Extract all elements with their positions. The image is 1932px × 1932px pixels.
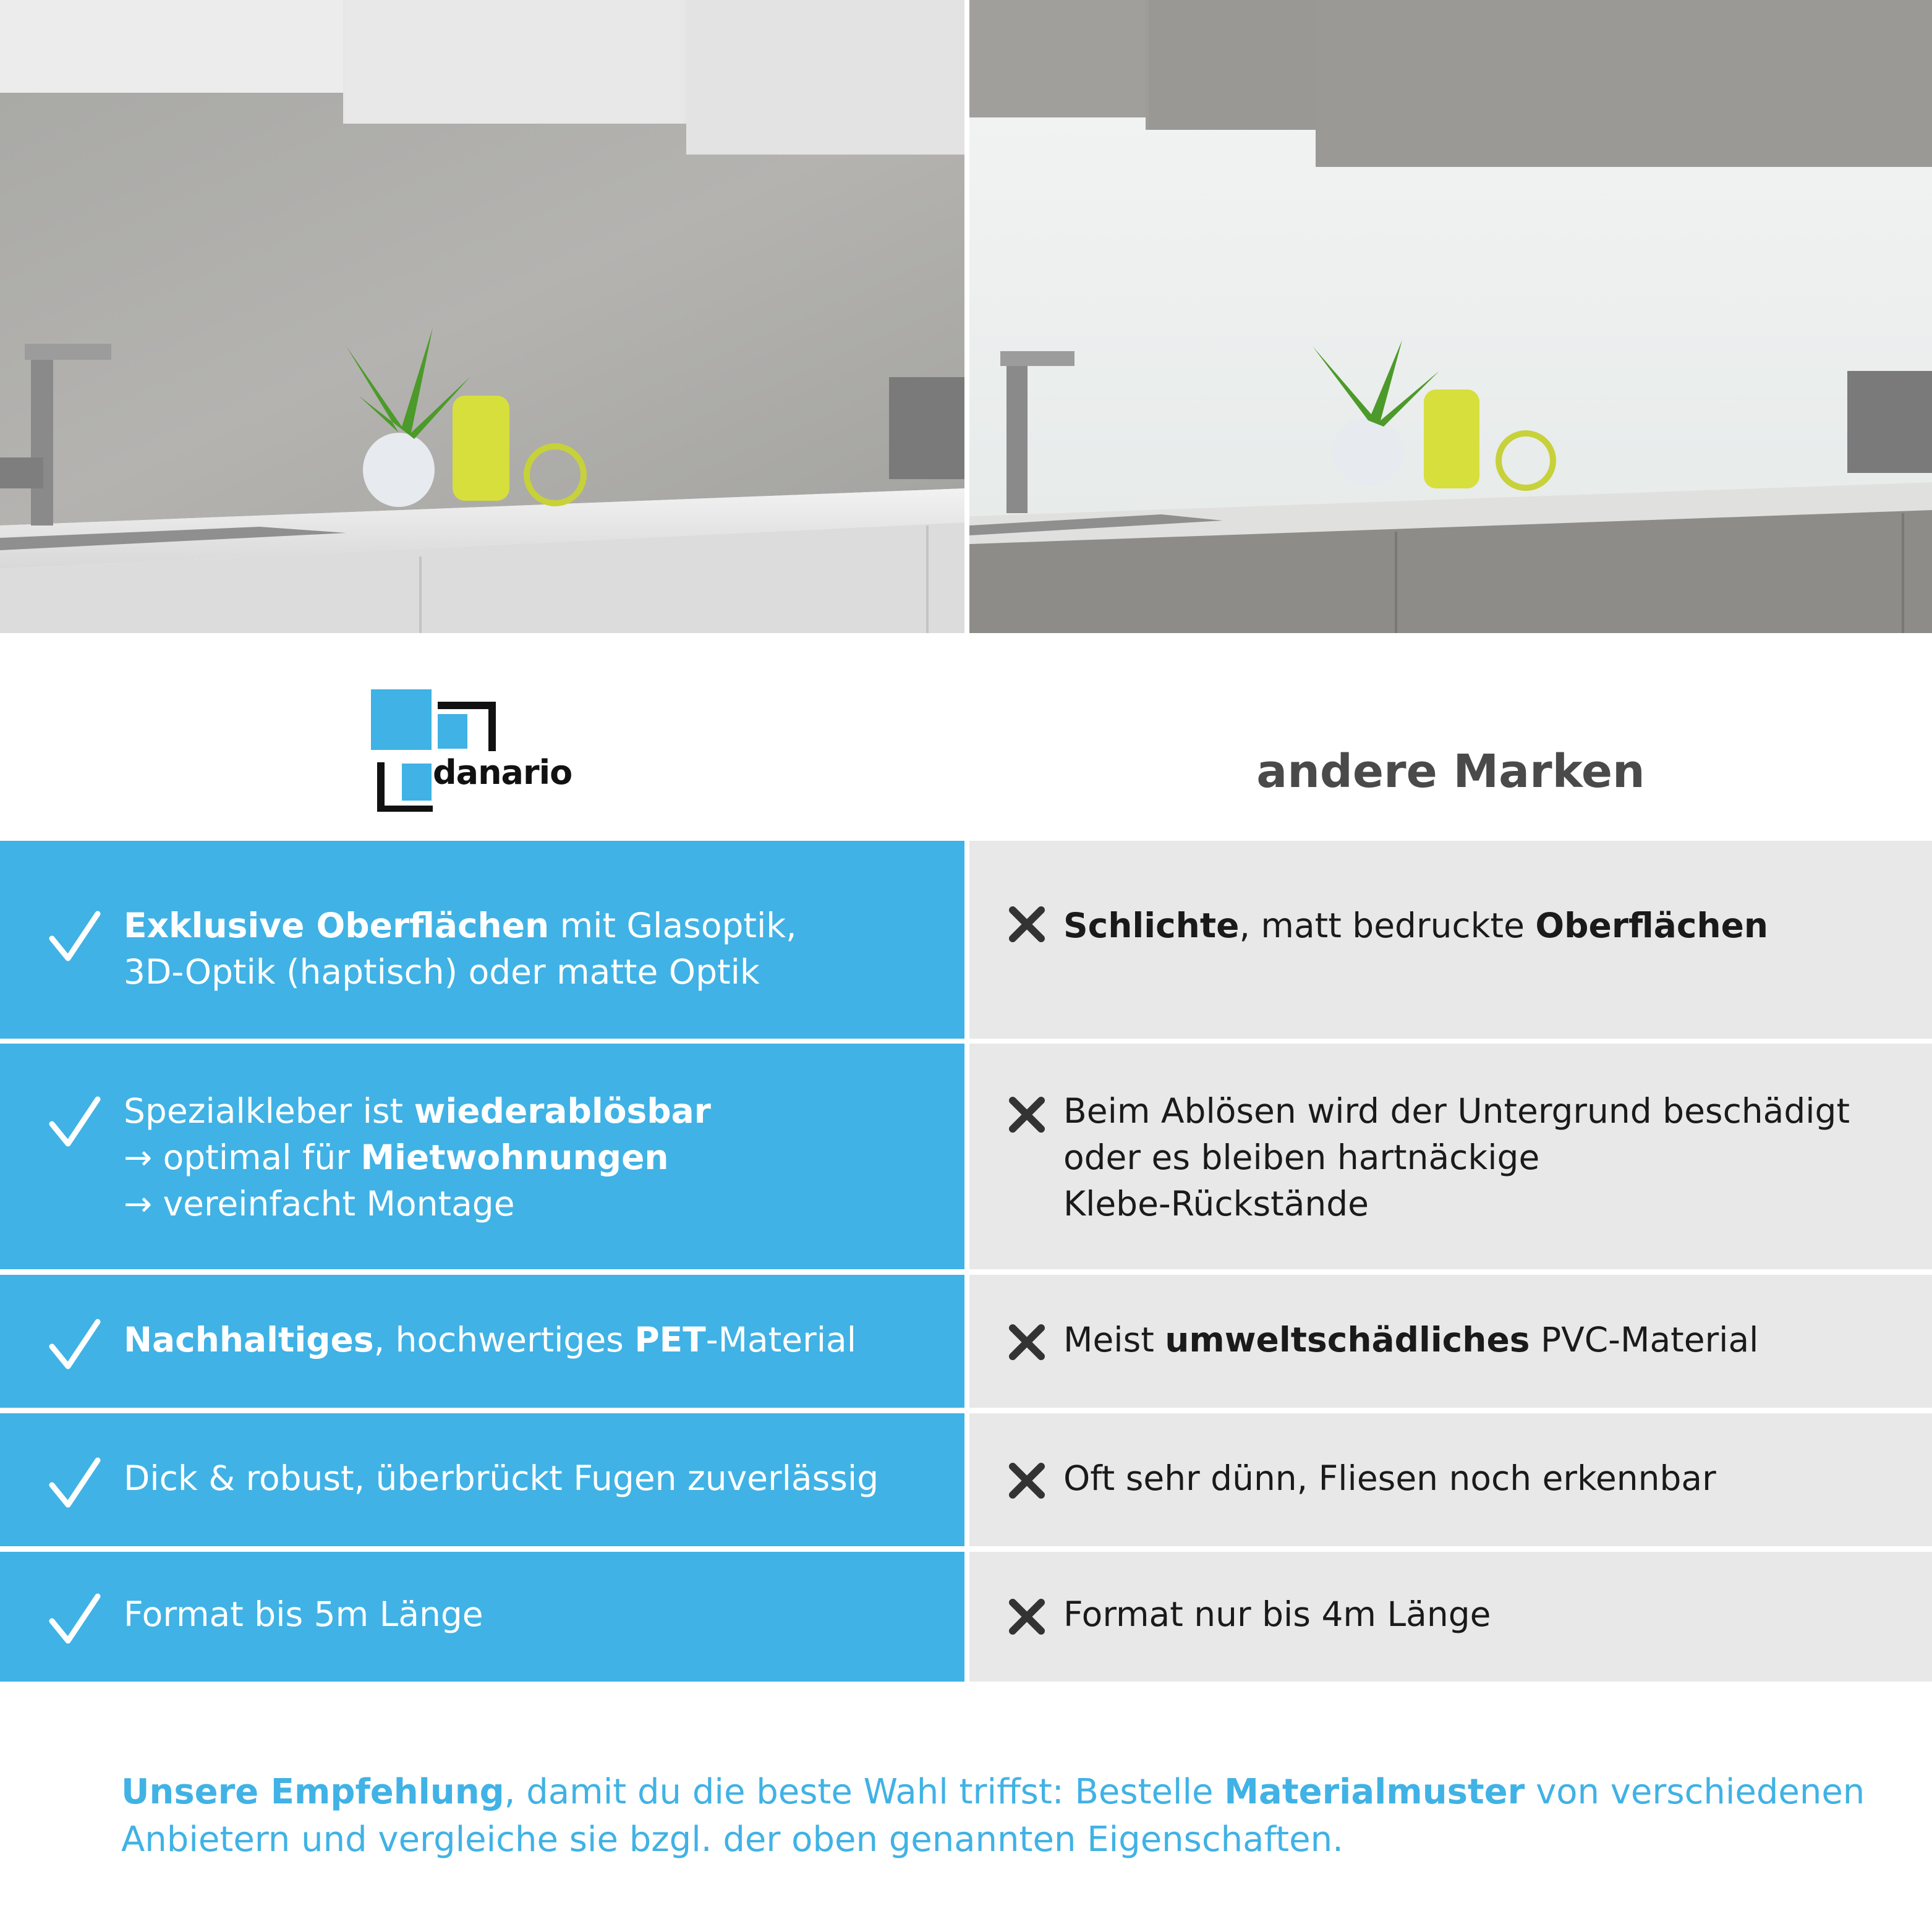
other-feature-text: Format nur bis 4m Länge [1063, 1594, 1491, 1634]
comparison-row-5 [0, 1552, 1932, 1682]
other-feature-text: Beim Ablösen wird der Untergrund beschädigt oder es bleiben hartnäckige Klebe-Rückstände [1063, 1091, 1850, 1223]
recommendation-text: Unsere Empfehlung, damit du die beste Wahl triffst: Bestelle Materialmuster von verschiedenen Anbietern und vergleiche sie bzgl. der oben genannten Eigenschaften. [121, 1772, 1865, 1860]
danario-feature-text: Dick & robust, überbrückt Fugen zuverlässig [124, 1458, 879, 1498]
cross-icon [1008, 905, 1046, 943]
other-feature-text: Oft sehr dünn, Fliesen noch erkennbar [1063, 1458, 1716, 1498]
other-brands-title: andere Marken [1256, 745, 1645, 798]
check-icon [48, 1457, 101, 1510]
other-feature-text: Schlichte, matt bedruckte Oberflächen [1063, 906, 1769, 945]
check-icon [48, 1318, 101, 1371]
kitchen-photo-left [0, 0, 964, 633]
brand-name: danario [433, 753, 572, 792]
kitchen-photo-right [969, 0, 1932, 633]
cross-icon [1008, 1096, 1046, 1134]
check-icon [48, 1593, 101, 1646]
other-feature-text: Meist umweltschädliches PVC-Material [1063, 1320, 1759, 1360]
danario-feature-text: Format bis 5m Länge [124, 1594, 483, 1634]
danario-logo [370, 688, 580, 812]
cross-icon [1008, 1462, 1046, 1500]
cross-icon [1008, 1598, 1046, 1636]
check-icon [48, 910, 101, 963]
comparison-row-4 [0, 1413, 1932, 1546]
check-icon [48, 1096, 101, 1149]
comparison-row-2 [0, 1044, 1932, 1269]
comparison-row-1 [0, 841, 1932, 1039]
comparison-row-3 [0, 1275, 1932, 1408]
danario-feature-text: Nachhaltiges, hochwertiges PET-Material [124, 1320, 857, 1360]
cross-icon [1008, 1323, 1046, 1361]
danario-feature-text: Spezialkleber ist wiederablösbar → optimal für Mietwohnungen → vereinfacht Montage [124, 1091, 711, 1223]
danario-feature-text: Exklusive Oberflächen mit Glasoptik, 3D-Optik (haptisch) oder matte Optik [124, 906, 797, 992]
